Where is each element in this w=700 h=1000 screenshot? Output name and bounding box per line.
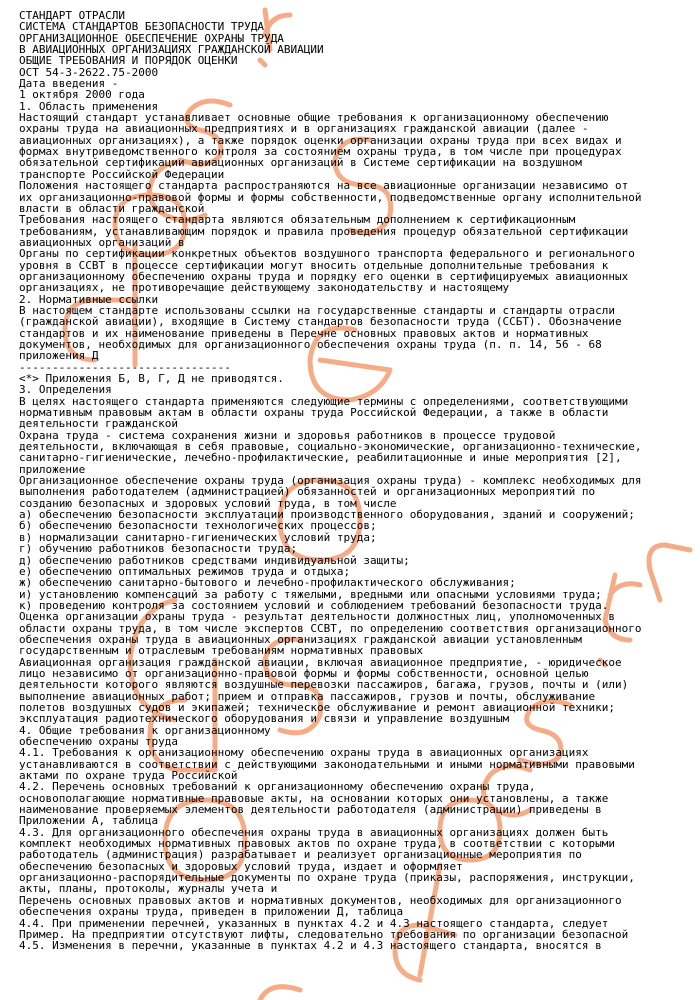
document-line: В настоящем стандарте использованы ссылки на государственные стандарты и стандарты отрасли (19, 303, 616, 317)
document-line: Пример. На предприятии отсутствуют лифты, следовательно требования по организации безопасной (19, 927, 629, 941)
document-line: работодатель (администрация) разрабатывает и реализует организационные мероприятия по (19, 848, 582, 862)
document-line: Положения настоящего стандарта распространяются на все авиационные организации независимо от (19, 179, 629, 193)
document-line: эксплуатация радиотехнического оборудования и связи и управление воздушным (19, 712, 510, 726)
document-line: 4.1. Требования к организационному обеспечению охраны труда в авиационных организациях (19, 746, 589, 760)
document-line: б) обеспечению безопасности технологических процессов; (19, 519, 377, 533)
document-line: устанавливаются в соответствии с действующими законодательными и иными нормативными правовыми (19, 757, 635, 771)
document-line: обеспечению безопасных и здоровых условий труда, издает и оформляет (19, 859, 463, 873)
document-line: области охраны труда, в том числе экспертов ССВТ, по определению соответствия организационного (19, 621, 642, 635)
document-line: Авиационная организация гражданской авиации, включая авиационное предприятие, - юридическое (19, 655, 622, 669)
document-line: 1 октября 2000 года (19, 88, 145, 102)
document-line: наименование проверяемых элементов деятельности работодателя (администрации) приведены в (19, 803, 602, 817)
document-line: санитарно-гигиенические, лечебно-профилактические, реабилитационные и иные мероприятия [2], (19, 451, 622, 465)
document-line: деятельности которого являются воздушные перевозки пассажиров, багажа, грузов, почты и (или) (19, 678, 629, 692)
document-line: СИСТЕМА СТАНДАРТОВ БЕЗОПАСНОСТИ ТРУДА (19, 20, 265, 34)
document-line: организационному обеспечению охраны труда и порядку его оценки в сертифицируемых авиационных (19, 269, 629, 283)
document-line: 4.2. Перечень основных требований к организационному обеспечению охраны труда, (19, 780, 536, 794)
document-line: (гражданской авиации), входящие в Систему стандартов безопасности труда (ССБТ). Обозначение (19, 315, 622, 329)
document-line: комплект необходимых нормативных правовых актов по охране труда, в соответствии с которыми (19, 837, 616, 851)
document-line: а) обеспечению безопасности эксплуатации производственного оборудования, зданий и сооружений; (19, 508, 635, 522)
document-line: Перечень основных правовых актов и нормативных документов, необходимых для организационного (19, 893, 622, 907)
document-line: Приложении А, таблица (19, 814, 159, 828)
document-line: обязательной сертификации авиационных организаций в Системе сертификации на воздушном (19, 156, 582, 170)
document-line: власти в области гражданской (19, 201, 205, 215)
document-line: В целях настоящего стандарта применяются следующие термины с определениями, соответствующими (19, 394, 629, 408)
document-line: Охрана труда - система сохранения жизни и здоровья работников в процессе трудовой (19, 428, 556, 442)
document-line: полетов воздушных судов и экипажей; техническое обслуживание и ремонт авиационной техники; (19, 700, 616, 714)
document-line: д) обеспечению работников средствами индивидуальной защиты; (19, 553, 410, 567)
document-line: деятельности гражданской (19, 417, 178, 431)
watermark-letter-c-5 (260, 987, 300, 1000)
document-line: авиационных организациях), а также порядок оценки организации охраны труда при всех видах и (19, 133, 622, 147)
document-line: актами по охране труда Российской (19, 769, 238, 783)
document-line: основополагающие нормативные правовые акты, на основании которых они установлены, а также (19, 791, 609, 805)
document-line: государственным и отраслевым требованиям нормативных правовых (19, 644, 423, 658)
document-line: формах внутриведомственного контроля за состоянием охраны труда, в том числе при процедурах (19, 145, 622, 159)
document-line: Организационное обеспечение охраны труда (организация охраны труда) - комплекс необходимых для (19, 474, 642, 488)
document-line: нормативным правовым актам в области охраны труда Российской Федерации, а также в области (19, 406, 609, 420)
document-line: приложение (19, 462, 86, 476)
document-line: уровня в ССВТ в процессе сертификации могут вносить отдельные дополнительные требования к (19, 258, 609, 272)
document-line: Дата введения - (19, 77, 119, 91)
document-line: Органы по сертификации конкретных объектов воздушного транспорта федерального и регионального (19, 247, 635, 261)
document-line: г) обучению работников безопасности труда; (19, 542, 298, 556)
document-line: и) установлению компенсаций за работу с тяжелыми, вредными или опасными условиями труда; (19, 587, 602, 601)
document-line: -------------------------------- (19, 360, 231, 374)
document-line: документов, необходимых для организационного обеспечения охраны труда (п. п. 14, 56 - 68 (19, 337, 602, 351)
document-line: обеспечения охраны труда в авиационных организациях гражданской авиации установленным (19, 632, 582, 646)
document-line: к) проведению контроля за состоянием условий и соблюдением требований безопасности труда. (19, 598, 609, 612)
document-line: организационно-распорядительные документы по охране труда (приказы, распоряжения, инструкции, (19, 871, 635, 885)
document-line: их организационно-правовой формы и формы собственности, подведомственные органу исполнительной (19, 190, 642, 204)
document-line: СТАНДАРТ ОТРАСЛИ (19, 9, 125, 22)
document-line: приложения Д (19, 349, 99, 363)
document-line: Оценка организации охраны труда - результат деятельности должностных лиц, уполномоченных в (19, 610, 616, 624)
document-line: охраны труда на авиационных предприятиях и в организациях гражданской авиации (далее - (19, 122, 589, 136)
document-line: Настоящий стандарт устанавливает основные общие требования к организационному обеспечению (19, 111, 609, 125)
document-line: В АВИАЦИОННЫХ ОРГАНИЗАЦИЯХ ГРАЖДАНСКОЙ АВИАЦИИ (19, 43, 324, 57)
document-line: 3. Определения (19, 383, 112, 397)
document-line: <*> Приложения Б, В, Г, Д не приводятся. (19, 372, 284, 385)
document-line: транспорте Российской Федерации (19, 167, 225, 181)
document-line: лицо независимо от организационно-правовой формы и формы собственности, основной целью (19, 666, 589, 680)
document-line: организациях, не противоречащие действующему законодательству и настоящему (19, 281, 510, 295)
document-line: 1. Область применения (19, 99, 159, 113)
document-line: авиационных организаций в (19, 235, 185, 249)
document-line: обеспечения охраны труда, приведен в приложении Д, таблица (19, 905, 404, 919)
document-line: 4.3. Для организационного обеспечения охраны труда в авиационных организациях должен быть (19, 825, 609, 839)
document-line: 4. Общие требования к организационному (19, 723, 271, 737)
document-body (19, 10, 695, 952)
document-line: ОРГАНИЗАЦИОННОЕ ОБЕСПЕЧЕНИЕ ОХРАНЫ ТРУДА (19, 31, 284, 45)
document-line: 4.4. При применении перечней, указанных в пунктах 4.2 и 4.3 настоящего стандарта, следует (19, 916, 609, 930)
document-line: 4.5. Изменения в перечни, указанные в пунктах 4.2 и 4.3 настоящего стандарта, вносятся в (19, 939, 602, 953)
document-line: в) нормализации санитарно-гигиенических условий труда; (19, 530, 377, 544)
document-line: акты, планы, протоколы, журналы учета и (19, 882, 278, 896)
document-line: выполнение авиационных работ; прием и отправка пассажиров, грузов и почты, обслуживание (19, 689, 596, 703)
document-line: ОБЩИЕ ТРЕБОВАНИЯ И ПОРЯДОК ОЦЕНКИ (19, 54, 238, 68)
document-line: ж) обеспечению санитарно-бытового и лечебно-профилактического обслуживания; (19, 576, 516, 590)
document-line: Требования настоящего стандарта являются обязательным дополнением к сертификационным (19, 213, 576, 227)
document-line: е) обеспечению оптимальных режимов труда и отдыха; (19, 564, 351, 578)
document-line: деятельности, включающая в себя правовые, социально-экономические, организационно-технические, (19, 440, 642, 454)
document-line: стандартов и их наименование приведены в Перечне основных правовых актов и нормативных (19, 326, 589, 340)
document-line: 2. Нормативные ссылки (19, 292, 159, 306)
document-line: созданию безопасных и здоровых условий труда, в том числе (19, 496, 397, 510)
document-line: выполнения работодателем (администрацией) обязанностей и организационных мероприятий по (19, 485, 596, 499)
document-line: требованиям, устанавливающим порядок и правила проведения процедур обязательной сертификации (19, 224, 629, 238)
document-line: обеспечению охраны труда (19, 735, 178, 748)
document-line: ОСТ 54-3-2622.75-2000 (19, 65, 159, 79)
